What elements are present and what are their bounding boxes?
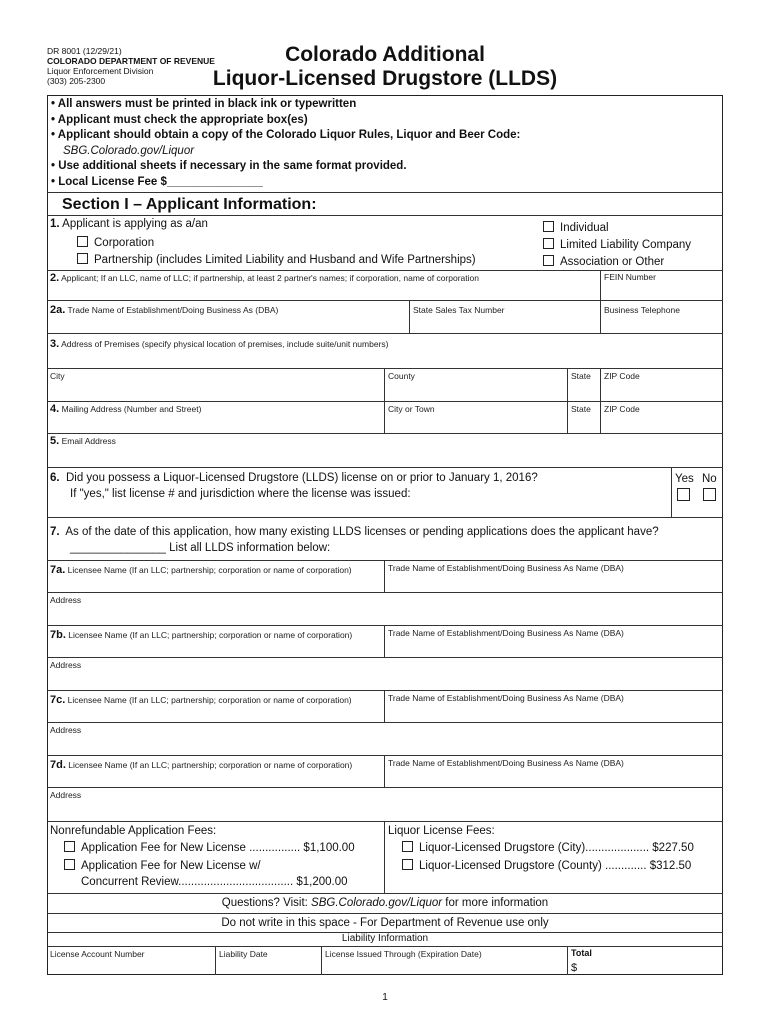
nonrefundable-fees-title: Nonrefundable Application Fees: <box>50 825 217 837</box>
liquor-website-link[interactable]: SBG.Colorado.gov/Liquor <box>63 144 195 157</box>
page-number: 1 <box>382 992 388 1003</box>
zip-field[interactable]: ZIP Code <box>604 371 640 381</box>
liability-info-title: Liability Information <box>341 933 429 944</box>
trade-7a-field[interactable]: Trade Name of Establishment/Doing Business As Name (DBA) <box>388 563 624 573</box>
do-not-write-notice: Do not write in this space - For Department of Revenue use only <box>221 917 549 929</box>
checkbox-llc[interactable] <box>543 238 554 249</box>
q2a-label[interactable]: 2a. Trade Name of Establishment/Doing Business As (DBA) <box>50 304 279 316</box>
business-telephone-field[interactable]: Business Telephone <box>604 305 680 315</box>
total-dollar-field[interactable]: $ <box>571 962 578 974</box>
no-label: No <box>702 473 717 485</box>
option-partnership[interactable]: Partnership (includes Limited Liability and Husband and Wife Partnerships) <box>77 252 476 268</box>
mailing-zip-field[interactable]: ZIP Code <box>604 404 640 414</box>
division-phone: (303) 205-2300 <box>47 76 106 86</box>
q2-label[interactable]: 2. Applicant; If an LLC, name of LLC; if partnership, at least 2 partner's names; if corporation, name of corporation <box>50 272 479 284</box>
address-7b-field[interactable]: Address <box>50 660 82 670</box>
mailing-state-field[interactable]: State <box>571 404 591 414</box>
license-account-field[interactable]: License Account Number <box>50 949 145 959</box>
option-association[interactable]: Association or Other <box>543 254 664 270</box>
county-field[interactable]: County <box>388 371 415 381</box>
option-corporation[interactable]: Corporation <box>77 235 154 251</box>
checkbox-individual[interactable] <box>543 221 554 232</box>
q3-label[interactable]: 3. Address of Premises (specify physical location of premises, include suite/unit numbers) <box>50 338 389 350</box>
trade-7d-field[interactable]: Trade Name of Establishment/Doing Business As Name (DBA) <box>388 758 624 768</box>
instruction-item: • All answers must be printed in black ink or typewritten <box>51 98 357 110</box>
city-town-field[interactable]: City or Town <box>388 404 435 414</box>
division-name: Liquor Enforcement Division <box>47 66 154 76</box>
license-issued-field[interactable]: License Issued Through (Expiration Date) <box>325 949 482 959</box>
checkbox-llds-city[interactable] <box>402 841 413 852</box>
yes-label: Yes <box>675 473 694 485</box>
fee-new-license[interactable]: Application Fee for New License ................ $1,100.00 <box>64 840 355 856</box>
licensee-7a-field[interactable]: 7a. Licensee Name (If an LLC; partnership; corporation or name of corporation) <box>50 564 352 576</box>
licensee-7c-field[interactable]: 7c. Licensee Name (If an LLC; partnership; corporation or name of corporation) <box>50 694 352 706</box>
fee-concurrent-line2: Concurrent Review.................................... $1,200.00 <box>81 876 348 888</box>
checkbox-fee-new[interactable] <box>64 841 75 852</box>
form-header-info <box>47 46 215 86</box>
checkbox-no[interactable] <box>703 488 716 501</box>
form-id: DR 8001 (12/29/21) <box>47 46 122 56</box>
licensee-7b-field[interactable]: 7b. Licensee Name (If an LLC; partnership; corporation or name of corporation) <box>50 629 353 641</box>
q1-label: 1. Applicant is applying as a/an <box>50 218 208 230</box>
instruction-item: • Use additional sheets if necessary in the same format provided. <box>51 160 407 172</box>
address-7a-field[interactable]: Address <box>50 595 82 605</box>
section-1-title: Section I – Applicant Information: <box>62 196 317 213</box>
trade-7c-field[interactable]: Trade Name of Establishment/Doing Business As Name (DBA) <box>388 693 624 703</box>
option-individual[interactable]: Individual <box>543 220 609 236</box>
title-line-1: Colorado Additional <box>285 43 485 66</box>
q4-label[interactable]: 4. Mailing Address (Number and Street) <box>50 403 202 415</box>
fee-concurrent[interactable]: Application Fee for New License w/ <box>64 858 261 874</box>
q7-count-field[interactable]: _______________ List all LLDS information below: <box>70 542 331 554</box>
q6-label: 6. Did you possess a Liquor-Licensed Drugstore (LLDS) license on or prior to January 1, 2016? If "yes," list license # and jurisdiction where the license was issued: <box>50 472 538 500</box>
checkbox-llds-county[interactable] <box>402 859 413 870</box>
instructions-list <box>51 97 520 190</box>
local-license-fee[interactable]: • Local License Fee $_______________ <box>51 175 263 188</box>
checkbox-partnership[interactable] <box>77 253 88 264</box>
address-7d-field[interactable]: Address <box>50 790 82 800</box>
fein-field[interactable]: FEIN Number <box>604 272 656 282</box>
checkbox-yes[interactable] <box>677 488 690 501</box>
page-title <box>200 43 570 91</box>
fee-llds-city[interactable]: Liquor-Licensed Drugstore (City).................... $227.50 <box>402 840 694 856</box>
checkbox-association[interactable] <box>543 255 554 266</box>
q7-label: 7. As of the date of this application, how many existing LLDS licenses or pending applications does the applicant have? _______________ List all LLDS information below: <box>50 524 722 556</box>
liability-date-field[interactable]: Liability Date <box>219 949 268 959</box>
sales-tax-field[interactable]: State Sales Tax Number <box>413 305 505 315</box>
address-7c-field[interactable]: Address <box>50 725 82 735</box>
q5-label[interactable]: 5. Email Address <box>50 435 116 447</box>
license-fees-title: Liquor License Fees: <box>388 825 495 837</box>
city-field[interactable]: City <box>50 371 65 381</box>
title-line-2: Liquor-Licensed Drugstore (LLDS) <box>212 67 558 90</box>
department-name: COLORADO DEPARTMENT OF REVENUE <box>47 56 215 66</box>
questions-line: Questions? Visit: SBG.Colorado.gov/Liquor for more information <box>221 897 549 909</box>
checkbox-corporation[interactable] <box>77 236 88 247</box>
option-llc[interactable]: Limited Liability Company <box>543 237 691 253</box>
trade-7b-field[interactable]: Trade Name of Establishment/Doing Business As Name (DBA) <box>388 628 624 638</box>
instruction-item: • Applicant should obtain a copy of the Colorado Liquor Rules, Liquor and Beer Code: <box>51 129 521 141</box>
state-field[interactable]: State <box>571 371 591 381</box>
instruction-item: • Applicant must check the appropriate box(es) <box>51 113 308 126</box>
questions-link[interactable]: SBG.Colorado.gov/Liquor <box>311 897 443 909</box>
licensee-7d-field[interactable]: 7d. Licensee Name (If an LLC; partnership; corporation or name of corporation) <box>50 759 353 771</box>
fee-llds-county[interactable]: Liquor-Licensed Drugstore (County) ............. $312.50 <box>402 858 691 874</box>
total-label: Total <box>571 948 592 958</box>
checkbox-fee-concurrent[interactable] <box>64 859 75 870</box>
